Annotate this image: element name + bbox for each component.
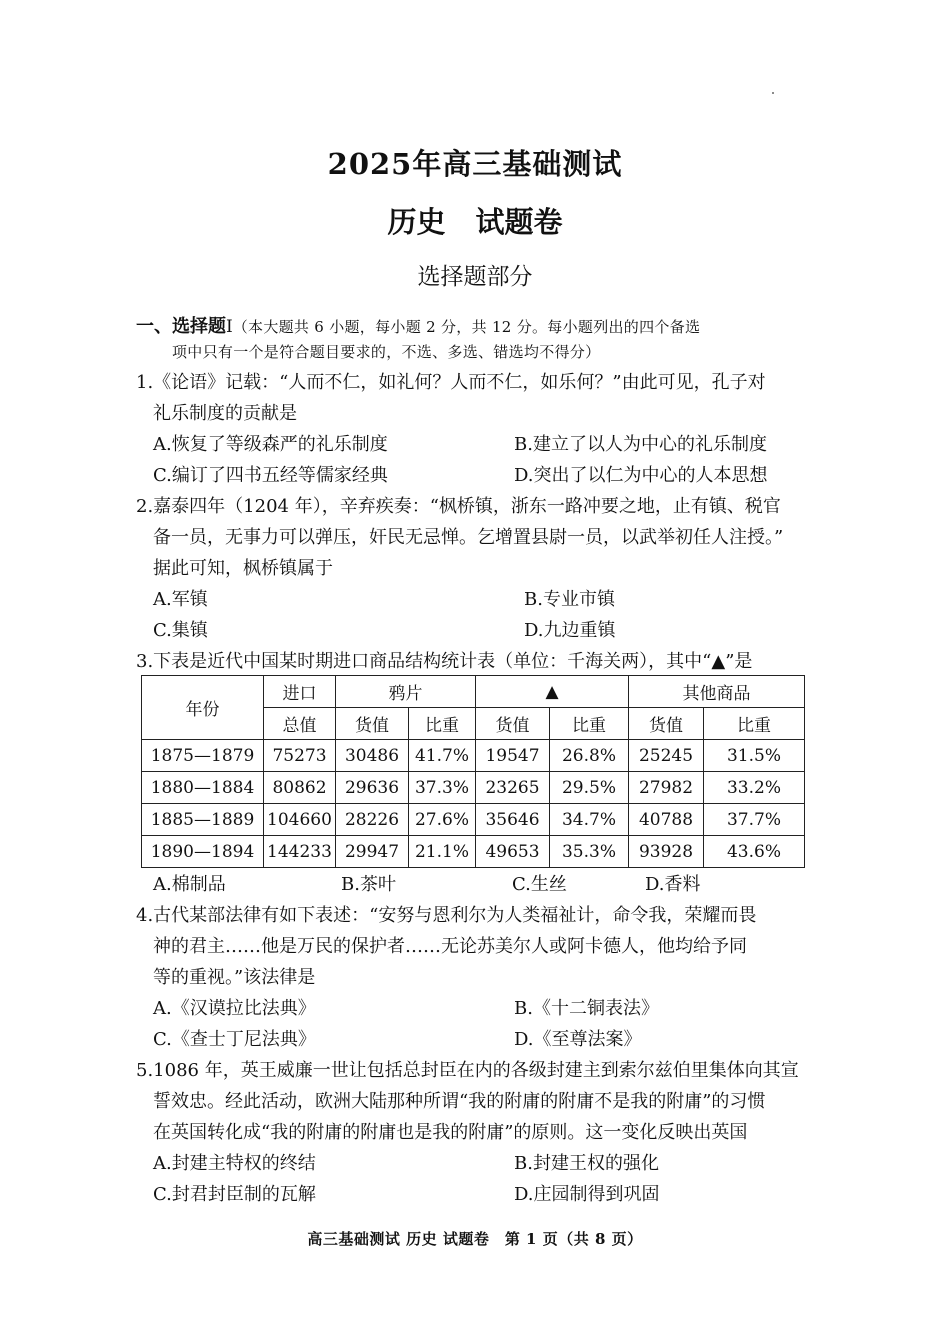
table-cell: 43.6% xyxy=(704,836,805,868)
q3-option-a[interactable]: A.棉制品 xyxy=(153,874,226,895)
table-cell: 35646 xyxy=(476,804,550,836)
table-row xyxy=(142,836,805,868)
table-cell: 104660 xyxy=(264,804,336,836)
q2-stem-line1: 2.嘉泰四年（1204 年），辛弃疾奏：“枫桥镇，浙东一路冲要之地，止有镇、税官 xyxy=(136,496,781,517)
q4-stem-line1: 4.古代某部法律有如下表述：“安努与恩利尔为人类福祉计，命令我，荣耀而畏 xyxy=(136,905,757,926)
table-cell: 1890—1894 xyxy=(142,836,264,868)
table-cell: 19547 xyxy=(476,740,550,772)
section-heading xyxy=(136,312,700,338)
q4-option-a[interactable]: A.《汉谟拉比法典》 xyxy=(153,998,316,1019)
subject-name: 历史 xyxy=(387,205,446,239)
table-cell: 40788 xyxy=(629,804,704,836)
table-cell: 1885—1889 xyxy=(142,804,264,836)
paper-name: 试题卷 xyxy=(475,205,563,239)
table-cell: 31.5% xyxy=(704,740,805,772)
q1-stem-line2: 礼乐制度的贡献是 xyxy=(153,403,297,424)
q2-option-b[interactable]: B.专业市镇 xyxy=(524,589,615,610)
section-roman: Ⅰ xyxy=(226,317,233,337)
q4-option-c[interactable]: C.《查士丁尼法典》 xyxy=(153,1029,316,1050)
table-cell: 26.8% xyxy=(550,740,629,772)
table-cell: 21.1% xyxy=(409,836,476,868)
table-row xyxy=(142,772,805,804)
q3-stem-line1: 3.下表是近代中国某时期进口商品结构统计表（单位：千海关两），其中“▲”是 xyxy=(136,651,753,672)
table-cell: 37.3% xyxy=(409,772,476,804)
q5-option-a[interactable]: A.封建主特权的终结 xyxy=(153,1153,316,1174)
section-label: 一、选择题 xyxy=(136,316,226,337)
table-cell: 80862 xyxy=(264,772,336,804)
q5-stem-line2: 誓效忠。经此活动，欧洲大陆那种所谓“我的附庸的附庸不是我的附庸”的习惯 xyxy=(153,1091,766,1112)
exam-title: 2025年高三基础测试 xyxy=(327,147,623,181)
table-subheader-share: 比重 xyxy=(550,708,629,740)
table-cell: 27.6% xyxy=(409,804,476,836)
table-cell: 1880—1884 xyxy=(142,772,264,804)
table-cell: 34.7% xyxy=(550,804,629,836)
q5-option-d[interactable]: D.庄园制得到巩固 xyxy=(514,1184,660,1205)
q4-option-d[interactable]: D.《至尊法案》 xyxy=(514,1029,642,1050)
q1-option-b[interactable]: B.建立了以人为中心的礼乐制度 xyxy=(514,434,767,455)
table-cell: 49653 xyxy=(476,836,550,868)
q2-option-d[interactable]: D.九边重镇 xyxy=(524,620,616,641)
q5-stem-line1: 5.1086 年，英王威廉一世让包括总封臣在内的各级封建主到索尔兹伯里集体向其宣 xyxy=(136,1060,799,1081)
scan-speck xyxy=(772,92,774,94)
q1-stem-line1: 1.《论语》记载：“人而不仁，如礼何？人而不仁，如乐何？”由此可见，孔子对 xyxy=(136,372,766,393)
table-cell: 41.7% xyxy=(409,740,476,772)
q1-option-d[interactable]: D.突出了以仁为中心的人本思想 xyxy=(514,465,768,486)
q2-stem-line3: 据此可知，枫桥镇属于 xyxy=(153,558,333,579)
q3-option-b[interactable]: B.茶叶 xyxy=(341,874,396,895)
q2-stem-line2: 备一员，无事力可以弹压，奸民无忌惮。乞增置县尉一员，以武举初任人注授。” xyxy=(153,527,784,548)
section-note-line1: （本大题共 6 小题，每小题 2 分，共 12 分。每小题列出的四个备选 xyxy=(232,318,701,336)
table-header-total-2: 总值 xyxy=(264,708,336,740)
table-header-year: 年份 xyxy=(142,676,264,740)
table-cell: 93928 xyxy=(629,836,704,868)
table-header-opium: 鸦片 xyxy=(336,676,476,708)
q2-option-a[interactable]: A.军镇 xyxy=(153,589,208,610)
table-cell: 75273 xyxy=(264,740,336,772)
q1-option-a[interactable]: A.恢复了等级森严的礼乐制度 xyxy=(153,434,388,455)
table-cell: 25245 xyxy=(629,740,704,772)
q1-option-c[interactable]: C.编订了四书五经等儒家经典 xyxy=(153,465,388,486)
q4-option-b[interactable]: B.《十二铜表法》 xyxy=(514,998,659,1019)
table-cell: 29.5% xyxy=(550,772,629,804)
table-subheader-share: 比重 xyxy=(409,708,476,740)
table-subheader-value: 货值 xyxy=(476,708,550,740)
table-cell: 29947 xyxy=(336,836,409,868)
table-header-unknown: ▲ xyxy=(476,676,629,708)
subject-title xyxy=(0,200,950,241)
table-cell: 144233 xyxy=(264,836,336,868)
table-subheader-value: 货值 xyxy=(336,708,409,740)
q3-option-d[interactable]: D.香料 xyxy=(645,874,701,895)
table-cell: 27982 xyxy=(629,772,704,804)
table-cell: 29636 xyxy=(336,772,409,804)
table-subheader-share: 比重 xyxy=(704,708,805,740)
table-header-total-1: 进口 xyxy=(264,676,336,708)
import-structure-table xyxy=(141,675,805,868)
table-subheader-value: 货值 xyxy=(629,708,704,740)
table-cell: 30486 xyxy=(336,740,409,772)
table-cell: 23265 xyxy=(476,772,550,804)
table-cell: 1875—1879 xyxy=(142,740,264,772)
q5-option-c[interactable]: C.封君封臣制的瓦解 xyxy=(153,1184,316,1205)
q4-stem-line3: 等的重视。”该法律是 xyxy=(153,967,316,988)
q3-option-c[interactable]: C.生丝 xyxy=(512,874,567,895)
q5-stem-line3: 在英国转化成“我的附庸的附庸也是我的附庸”的原则。这一变化反映出英国 xyxy=(153,1122,748,1143)
table-cell: 37.7% xyxy=(704,804,805,836)
section-note-line2: 项中只有一个是符合题目要求的，不选、多选、错选均不得分） xyxy=(172,343,601,361)
table-row xyxy=(142,804,805,836)
q5-option-b[interactable]: B.封建王权的强化 xyxy=(514,1153,659,1174)
part-title: 选择题部分 xyxy=(417,264,533,290)
table-row xyxy=(142,740,805,772)
table-header-other: 其他商品 xyxy=(629,676,805,708)
table-cell: 35.3% xyxy=(550,836,629,868)
page-footer: 高三基础测试 历史 试题卷 第 1 页（共 8 页） xyxy=(307,1230,643,1248)
table-cell: 28226 xyxy=(336,804,409,836)
q4-stem-line2: 神的君主……他是万民的保护者……无论苏美尔人或阿卡德人，他均给予同 xyxy=(153,936,747,957)
q2-option-c[interactable]: C.集镇 xyxy=(153,620,208,641)
table-cell: 33.2% xyxy=(704,772,805,804)
